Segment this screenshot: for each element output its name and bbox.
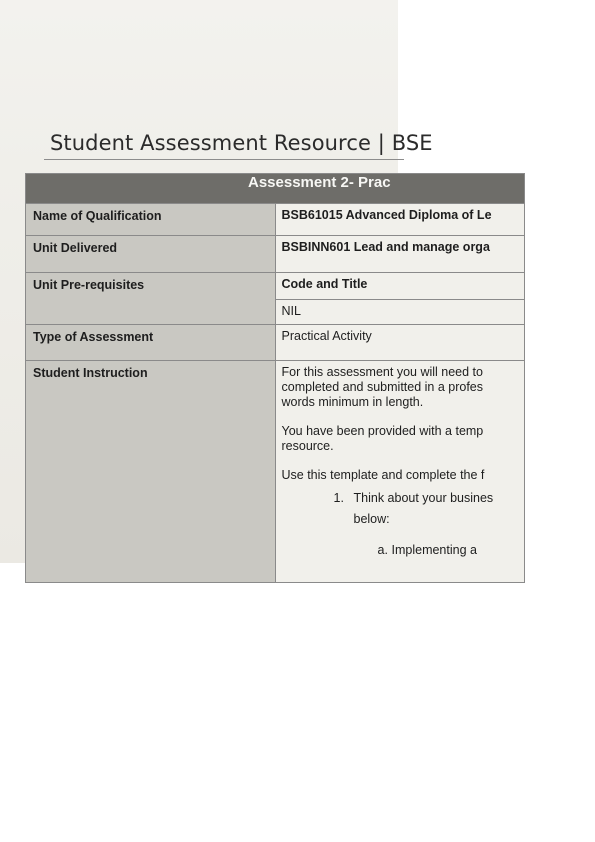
prerequisites-value: NIL [275, 300, 525, 325]
sub-list-letter: a. [377, 543, 388, 557]
instruction-cell [275, 361, 525, 583]
sub-list-text: Implementing a [391, 543, 477, 557]
list-item-continuation: below: [353, 512, 390, 526]
list-item [282, 491, 519, 506]
table-header-row [26, 174, 525, 204]
instruction-line: You have been provided with a temp [281, 424, 484, 438]
title-underline [44, 159, 404, 160]
table-row [26, 273, 525, 300]
table-row [26, 236, 525, 273]
table-row [26, 204, 525, 236]
document-title: Student Assessment Resource | BSE [50, 131, 433, 155]
list-number: 1. [333, 491, 344, 505]
qualification-label: Name of Qualification [26, 204, 276, 236]
qualification-value: BSB61015 Advanced Diploma of Le [275, 204, 525, 236]
assessment-table [25, 173, 525, 583]
unit-delivered-value: BSBINN601 Lead and manage orga [275, 236, 525, 273]
table-row [26, 325, 525, 361]
instruction-line: For this assessment you will need to [281, 365, 483, 379]
instruction-line: resource. [281, 439, 334, 453]
instruction-paragraph-3: Use this template and complete the f [281, 468, 485, 482]
table-row [26, 361, 525, 583]
list-item-text: Think about your busines [353, 491, 494, 505]
sub-list-item [282, 543, 519, 578]
prerequisites-header: Code and Title [275, 273, 525, 300]
instruction-label: Student Instruction [26, 361, 276, 583]
instruction-line: words minimum in length. [281, 395, 424, 409]
unit-delivered-label: Unit Delivered [26, 236, 276, 273]
prerequisites-label: Unit Pre-requisites [26, 273, 276, 325]
assessment-type-label: Type of Assessment [26, 325, 276, 361]
instruction-line: completed and submitted in a profes [281, 380, 484, 394]
assessment-type-value: Practical Activity [275, 325, 525, 361]
instruction-paragraph-2 [282, 424, 519, 454]
instruction-paragraph-1 [282, 365, 519, 410]
table-header: Assessment 2- Prac [26, 174, 525, 204]
